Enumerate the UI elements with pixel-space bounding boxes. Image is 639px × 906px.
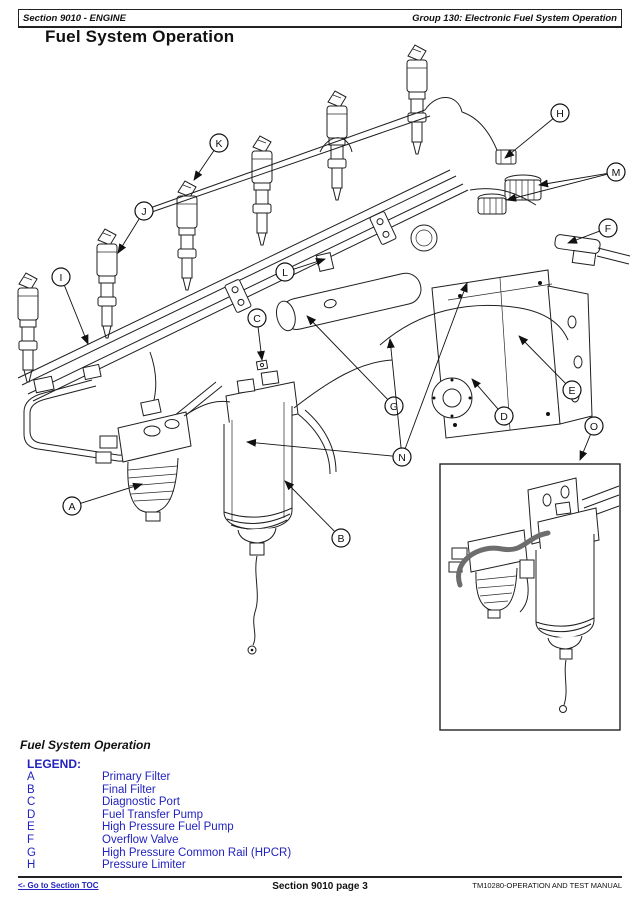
callout-letter: H	[556, 107, 564, 120]
callout-I	[52, 268, 88, 344]
legend-row	[27, 809, 447, 822]
primary-filter-drawing	[96, 399, 191, 521]
legend-key: B	[27, 783, 35, 796]
callout-O	[580, 417, 603, 460]
legend-label: Primary Filter	[102, 771, 171, 783]
callout-letter: F	[604, 222, 612, 235]
callout-leader-line	[194, 151, 214, 180]
callout-J	[118, 202, 153, 253]
pressure-limiter	[478, 150, 541, 214]
callout-B	[285, 481, 350, 547]
callout-letter: O	[589, 420, 599, 433]
legend-row	[27, 784, 447, 797]
final-filter-drawing	[184, 360, 392, 654]
legend-label: High Pressure Fuel Pump	[102, 821, 234, 834]
legend-label: Diagnostic Port	[102, 796, 180, 809]
page-footer	[18, 881, 622, 890]
legend-row	[27, 859, 447, 872]
legend-key: C	[27, 796, 36, 809]
callout-leader-line	[505, 119, 553, 158]
callout-letter: C	[253, 312, 261, 325]
callout-letter: I	[59, 271, 63, 284]
legend-rows	[27, 771, 447, 872]
callout-letter: E	[568, 384, 576, 397]
legend-key: D	[27, 808, 36, 821]
legend-label: Overflow Valve	[102, 833, 179, 846]
callout-leader-line	[118, 219, 139, 253]
injection-pump	[411, 225, 592, 438]
footer-page-number: Section 9010 page 3	[272, 881, 368, 892]
callout-letter: K	[215, 137, 223, 150]
callout-letter: A	[68, 500, 76, 513]
header-section-label: Section 9010 - ENGINE	[23, 12, 126, 24]
callout-letter: N	[398, 451, 406, 464]
legend-label: Pressure Limiter	[102, 859, 186, 872]
figure-caption: Fuel System Operation	[20, 738, 151, 752]
callout-letter: G	[389, 400, 399, 413]
legend-key: F	[27, 833, 35, 846]
callout-C	[248, 309, 266, 360]
legend-label: Final Filter	[102, 783, 156, 796]
footer-manual-id: TM10280-OPERATION AND TEST MANUAL	[472, 881, 622, 890]
overflow-valve	[554, 234, 630, 265]
legend-label: Fuel Transfer Pump	[102, 808, 203, 821]
callout-letter: M	[611, 166, 621, 179]
injector-bank	[18, 45, 427, 382]
header-group-label: Group 130: Electronic Fuel System Operation	[412, 12, 617, 24]
toc-link[interactable]: <- Go to Section TOC	[18, 881, 99, 890]
inset-box	[440, 464, 620, 730]
legend-key: H	[27, 859, 36, 872]
page-title: Fuel System Operation	[45, 27, 235, 46]
callout-leader-line	[258, 327, 262, 360]
callout-K	[194, 134, 228, 180]
callout-leader-line	[390, 339, 401, 448]
callout-letter: B	[337, 532, 345, 545]
footer-divider	[18, 876, 622, 878]
legend-key: E	[27, 821, 35, 834]
legend-label: High Pressure Common Rail (HPCR)	[102, 846, 292, 859]
legend-key: A	[27, 771, 35, 783]
legend-row	[27, 821, 447, 834]
callout-leader-line	[580, 435, 590, 460]
callout-leader-line	[65, 286, 88, 344]
callout-letter: J	[141, 205, 147, 218]
callout-letter: L	[282, 266, 288, 279]
common-rail	[274, 270, 424, 333]
callout-letter: D	[500, 410, 508, 423]
legend-row	[27, 771, 447, 784]
legend-row	[27, 834, 447, 847]
legend-row	[27, 796, 447, 809]
leak-off-lines	[146, 97, 500, 214]
diagnostic-port	[256, 360, 267, 370]
callout-G	[307, 316, 403, 415]
legend-row	[27, 847, 447, 860]
callout-leader-line	[307, 316, 387, 399]
legend-key: G	[27, 846, 36, 859]
legend	[27, 757, 447, 872]
legend-title: LEGEND:	[27, 757, 81, 771]
callout-H	[505, 104, 569, 158]
